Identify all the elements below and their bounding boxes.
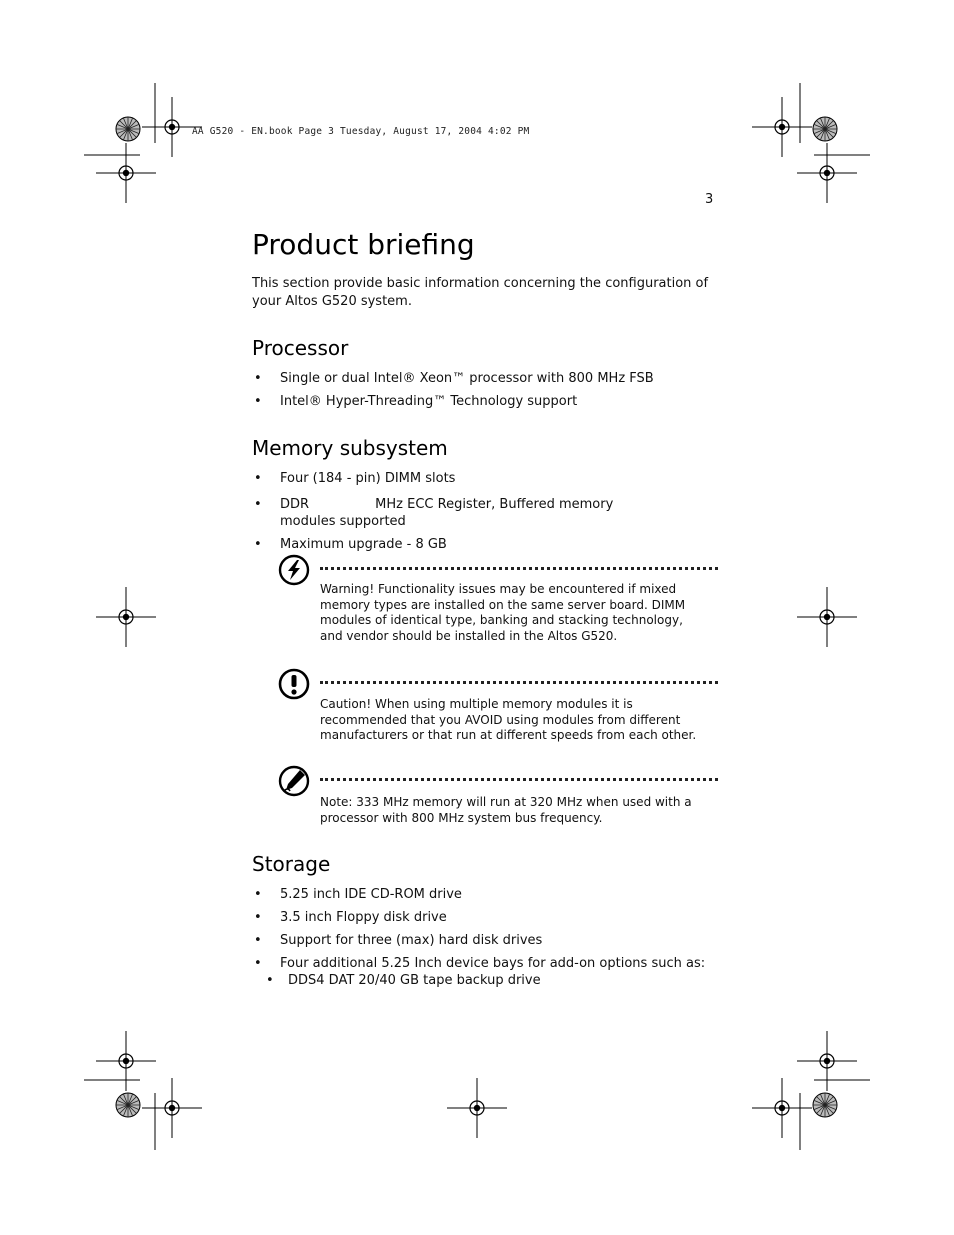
note-notice bbox=[278, 765, 718, 831]
memory-heading: Memory subsystem bbox=[252, 436, 448, 460]
page-title: Product briefing bbox=[252, 228, 475, 261]
nested-list-container bbox=[252, 972, 722, 989]
page-number: 3 bbox=[705, 192, 714, 207]
warning-body: Functionality issues may be encountered if mixed memory types are installed on the same server board. DIMM modules of identical type, banking and stacking technology, and vendor should be installed in the Altos G520. bbox=[320, 582, 686, 643]
list-item: • 3.5 inch Floppy disk drive bbox=[252, 909, 722, 926]
caution-body: When using multiple memory modules it is recommended that you AVOID using modules from different manufacturers or that run at different speeds from each other. bbox=[320, 697, 697, 742]
list-item: • Four additional 5.25 Inch device bays for add-on options such as: bbox=[252, 955, 722, 972]
exclamation-icon bbox=[278, 668, 310, 700]
note-body: 333 MHz memory will run at 320 MHz when used with a processor with 800 MHz system bus frequency. bbox=[320, 795, 692, 825]
list-item: • Four (184 - pin) DIMM slots bbox=[252, 470, 672, 487]
warning-text bbox=[320, 582, 706, 644]
caution-notice bbox=[278, 668, 718, 748]
caution-text bbox=[320, 697, 706, 744]
list-item: • DDR MHz ECC Register, Buffered memory modules supported bbox=[252, 496, 672, 530]
intro-paragraph: This section provide basic information concerning the configuration of your Altos G520 system. bbox=[252, 276, 709, 309]
list-item: • 5.25 inch IDE CD-ROM drive bbox=[252, 886, 722, 903]
list-item: • Single or dual Intel® Xeon™ processor with 800 MHz FSB bbox=[252, 370, 722, 387]
warning-notice bbox=[278, 554, 718, 654]
storage-heading: Storage bbox=[252, 852, 331, 876]
caution-label: Caution! bbox=[320, 697, 372, 711]
list-item: • Support for three (max) hard disk drives bbox=[252, 932, 722, 949]
storage-list bbox=[252, 886, 722, 989]
processor-heading: Processor bbox=[252, 336, 349, 360]
list-item: • Intel® Hyper-Threading™ Technology support bbox=[252, 393, 722, 410]
notice-dotted-rule bbox=[320, 778, 718, 781]
processor-list bbox=[252, 370, 722, 410]
notice-dotted-rule bbox=[320, 681, 718, 684]
list-item: • Maximum upgrade - 8 GB bbox=[252, 536, 672, 553]
notice-dotted-rule bbox=[320, 567, 718, 570]
warning-label: Warning! bbox=[320, 582, 375, 596]
storage-sub-list bbox=[252, 972, 722, 989]
note-label: Note: bbox=[320, 795, 353, 809]
lightning-bolt-icon bbox=[278, 554, 310, 586]
note-text bbox=[320, 795, 706, 826]
print-header-line: AA G520 - EN.book Page 3 Tuesday, August 17, 2004 4:02 PM bbox=[192, 126, 530, 137]
memory-list bbox=[252, 470, 672, 553]
pen-icon bbox=[278, 765, 310, 797]
list-item: • DDS4 DAT 20/40 GB tape backup drive bbox=[266, 972, 722, 989]
